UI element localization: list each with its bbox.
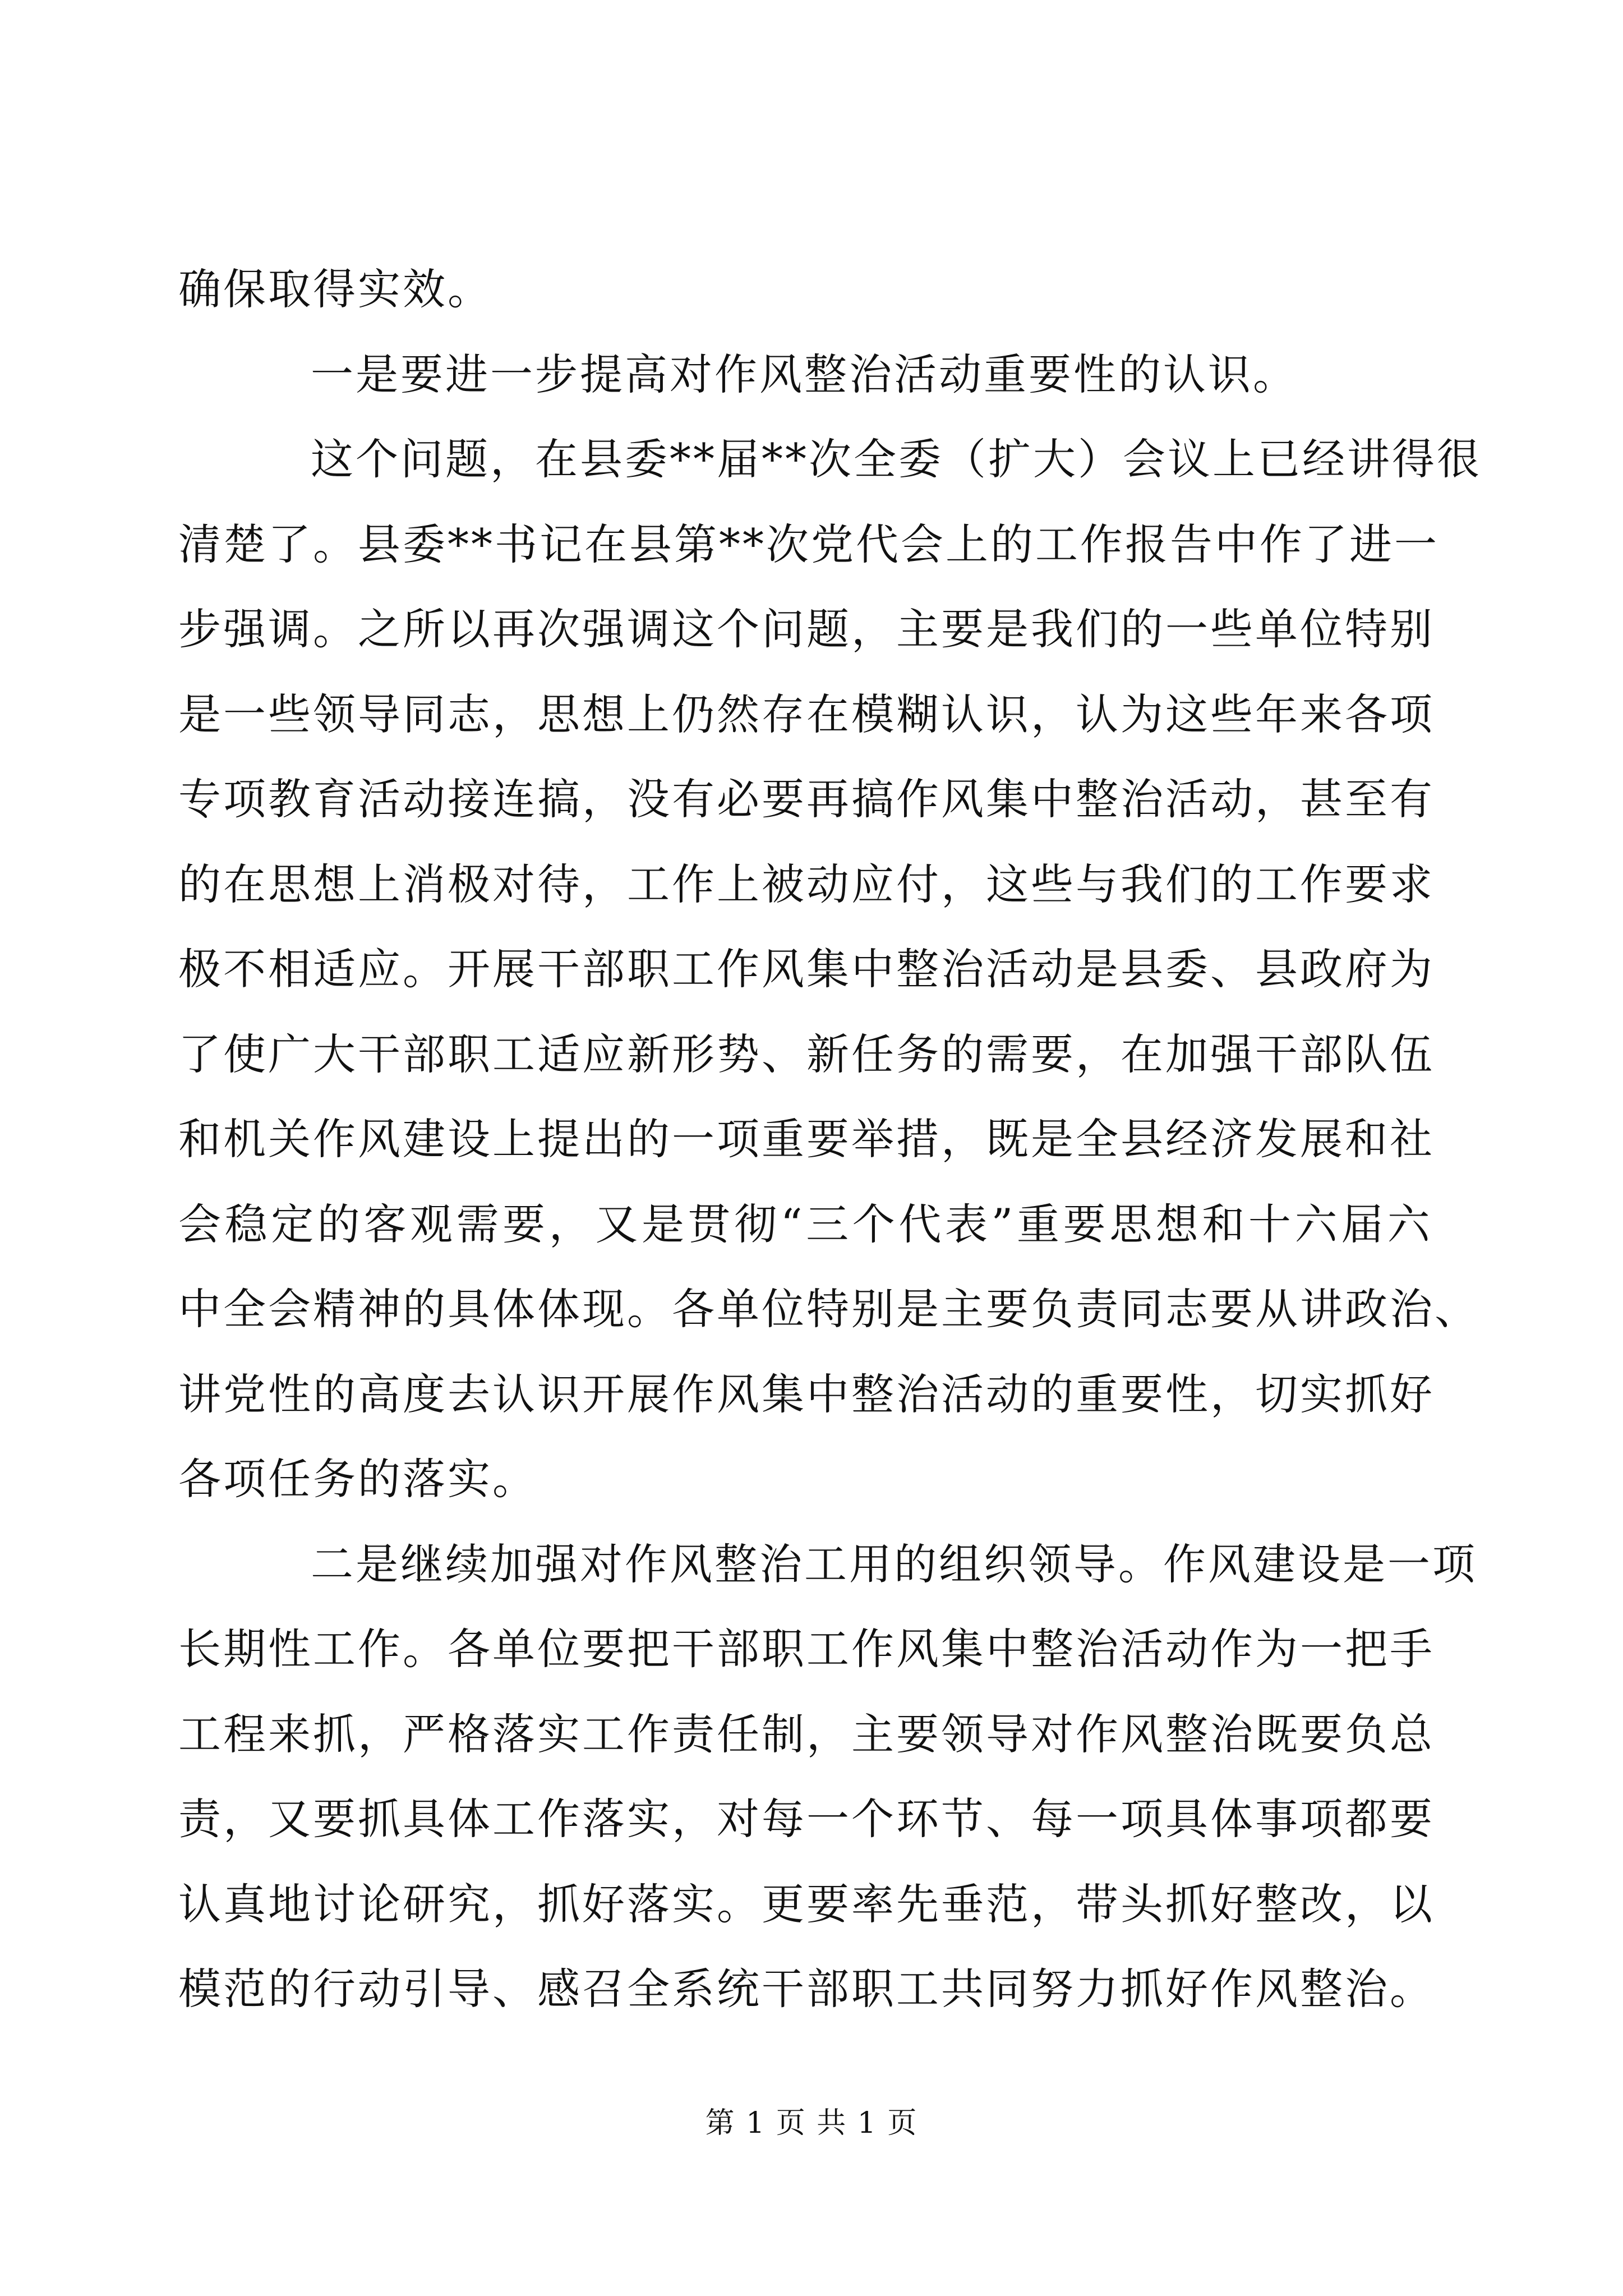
paragraph-line: 讲 党 性 的 高 度 去 认 识 开 展 作 风 集 中 整 治 活 动 的 重 要 性 ， 切 实 抓 好 xyxy=(178,1369,1435,1419)
paragraph-line: 一是要进一步提高对作风整治活动重要性的认识。 xyxy=(311,349,1298,399)
paragraph-line: 是 一 些 领 导 同 志 ， 思 想 上 仍 然 存 在 模 糊 认 识 ， 认 为 这 些 年 来 各 项 xyxy=(178,689,1435,739)
paragraph-line: 极 不 相 适 应 。 开 展 干 部 职 工 作 风 集 中 整 治 活 动 是 县 委 、 县 政 府 为 xyxy=(178,944,1435,994)
paragraph-line: 会 稳 定 的 客 观 需 要 ， 又 是 贯 彻 “ 三 个 代 表 ” 重 要 思 想 和 十 六 届 六 xyxy=(178,1199,1432,1249)
paragraph-line: 各项任务的落实。 xyxy=(178,1454,537,1504)
paragraph-line: 专 项 教 育 活 动 接 连 搞 ， 没 有 必 要 再 搞 作 风 集 中 整 治 活 动 ， 甚 至 有 xyxy=(178,774,1435,824)
paragraph-line: 确保取得实效。 xyxy=(178,264,492,314)
paragraph-line: 二 是 继 续 加 强 对 作 风 整 治 工 用 的 组 织 领 导 。 作 风 建 设 是 一 项 xyxy=(311,1539,1477,1589)
paragraph-line: 责 ， 又 要 抓 具 体 工 作 落 实 ， 对 每 一 个 环 节 、 每 一 项 具 体 事 项 都 要 xyxy=(178,1794,1435,1844)
paragraph-line: 长 期 性 工 作 。 各 单 位 要 把 干 部 职 工 作 风 集 中 整 治 活 动 作 为 一 把 手 xyxy=(178,1624,1435,1674)
paragraph-line: 这 个 问 题 ， 在 县 委 * * 届 * * 次 全 委 （ 扩 大 ） 会 议 上 已 经 讲 得 很 xyxy=(311,434,1482,484)
document-body xyxy=(178,247,1482,2032)
paragraph-line: 中 全 会 精 神 的 具 体 体 现 。 各 单 位 特 别 是 主 要 负 责 同 志 要 从 讲 政 治 、 xyxy=(178,1284,1479,1334)
paragraph-line: 工 程 来 抓 ， 严 格 落 实 工 作 责 任 制 ， 主 要 领 导 对 作 风 整 治 既 要 负 总 xyxy=(178,1709,1435,1759)
paragraph-line: 清 楚 了 。 县 委 * * 书 记 在 县 第 * * 次 党 代 会 上 的 工 作 报 告 中 作 了 进 一 xyxy=(178,519,1439,569)
paragraph-line: 模范的行动引导、感召全系统干部职工共同努力抓好作风整治。 xyxy=(178,1964,1435,2014)
paragraph-line: 的 在 思 想 上 消 极 对 待 ， 工 作 上 被 动 应 付 ， 这 些 与 我 们 的 工 作 要 求 xyxy=(178,859,1435,909)
paragraph-line: 认 真 地 讨 论 研 究 ， 抓 好 落 实 。 更 要 率 先 垂 范 ， 带 头 抓 好 整 改 ， 以 xyxy=(178,1879,1435,1929)
page-footer: 第 1 页 共 1 页 xyxy=(705,2106,918,2140)
paragraph-line: 步 强 调 。 之 所 以 再 次 强 调 这 个 问 题 ， 主 要 是 我 们 的 一 些 单 位 特 别 xyxy=(178,604,1435,654)
paragraph-line: 了 使 广 大 干 部 职 工 适 应 新 形 势 、 新 任 务 的 需 要 ， 在 加 强 干 部 队 伍 xyxy=(178,1029,1435,1079)
paragraph-line: 和 机 关 作 风 建 设 上 提 出 的 一 项 重 要 举 措 ， 既 是 全 县 经 济 发 展 和 社 xyxy=(178,1114,1435,1164)
